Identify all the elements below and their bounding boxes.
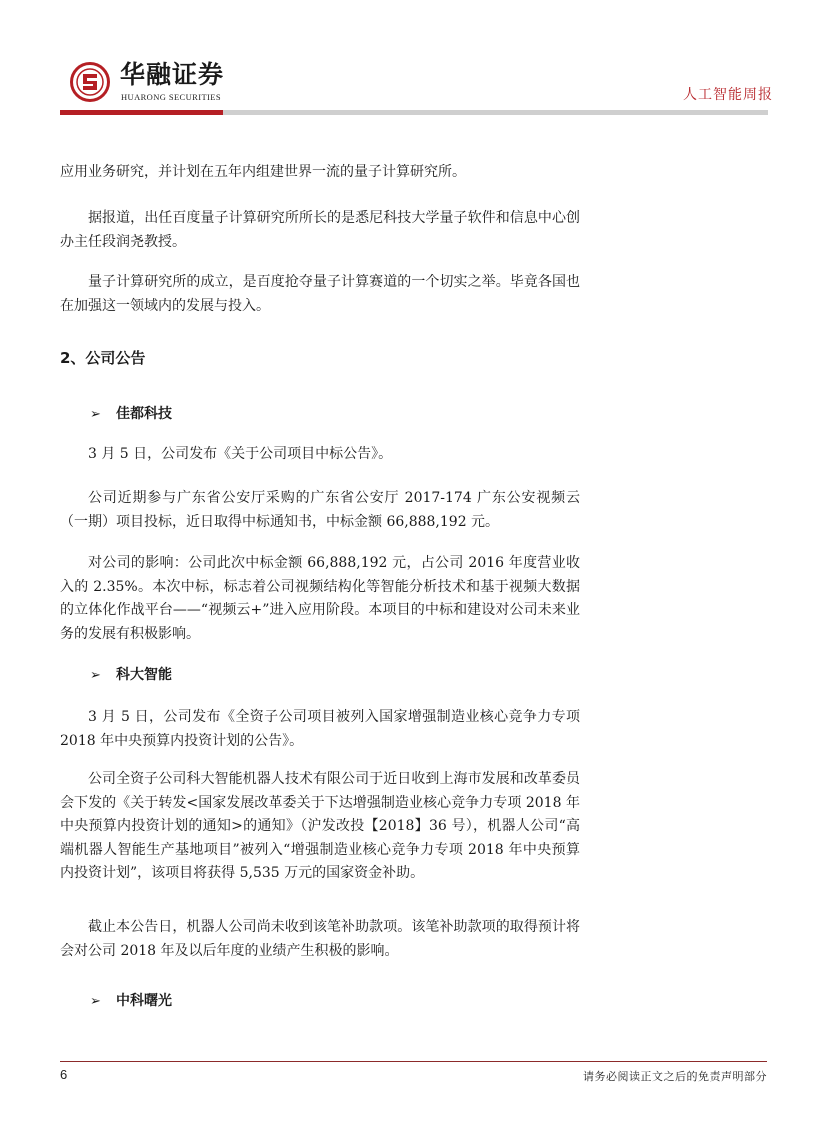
paragraph: 3 月 5 日，公司发布《全资子公司项目被列入国家增强制造业核心竞争力专项 2018 年中央预算内投资计划的公告》。: [60, 709, 580, 749]
arrow-bullet-icon: ➢: [90, 994, 101, 1009]
company-heading: [90, 990, 172, 1010]
disclaimer-note: 请务必阅读正文之后的免责声明部分: [583, 1070, 767, 1083]
header-bar-red: [60, 110, 223, 115]
page-number: 6: [60, 1067, 68, 1082]
arrow-bullet-icon: ➢: [90, 668, 101, 683]
footer-divider: [60, 1061, 767, 1062]
header-bar-gray: [223, 110, 768, 115]
company-name: 中科曙光: [116, 993, 172, 1009]
company-heading: [90, 664, 172, 684]
paragraph: 量子计算研究所的成立，是百度抢夺量子计算赛道的一个切实之举。毕竟各国也在加强这一领域内的发展与投入。: [60, 274, 580, 314]
brand-name-en: HUARONG SECURITIES: [121, 92, 221, 102]
paragraph: 公司全资子公司科大智能机器人技术有限公司于近日收到上海市发展和改革委员会下发的《关于转发<国家发展改革委关于下达增强制造业核心竞争力专项 2018 年中央预算内投资计划的通知>的通知》（沪发改投【2018】36 号），机器人公司“高端机器人智能生产基地项目”被列入“增强制造业核心竞争力专项 2018 年中央预算内投资计划”，该项目将获得 5,535 万元的国家资金补助。: [60, 771, 580, 881]
paragraph: 据报道，出任百度量子计算研究所所长的是悉尼科技大学量子软件和信息中心创办主任段润尧教授。: [60, 210, 580, 250]
report-type: 人工智能周报: [683, 87, 773, 103]
paragraph: 对公司的影响：公司此次中标金额 66,888,192 元，占公司 2016 年度营业收入的 2.35%。本次中标，标志着公司视频结构化等智能分析技术和基于视频大数据的立体化作战平台——“视频云+”进入应用阶段。本项目的中标和建设对公司未来业务的发展有积极影响。: [60, 555, 580, 642]
paragraph: 应用业务研究，并计划在五年内组建世界一流的量子计算研究所。: [60, 164, 466, 180]
company-heading: [90, 403, 172, 423]
arrow-bullet-icon: ➢: [90, 407, 101, 422]
company-name: 科大智能: [116, 667, 172, 683]
paragraph: 公司近期参与广东省公安厅采购的广东省公安厅 2017-174 广东公安视频云（一期）项目投标，近日取得中标通知书，中标金额 66,888,192 元。: [60, 490, 580, 530]
company-name: 佳都科技: [116, 406, 172, 422]
paragraph: 截止本公告日，机器人公司尚未收到该笔补助款项。该笔补助款项的取得预计将会对公司 2018 年及以后年度的业绩产生积极的影响。: [60, 919, 580, 959]
huarong-logo-icon: [70, 62, 110, 102]
brand-name-cn: 华融证券: [120, 60, 225, 89]
section-title: 2、公司公告: [60, 349, 146, 367]
paragraph: 3 月 5 日，公司发布《关于公司项目中标公告》。: [88, 446, 393, 462]
